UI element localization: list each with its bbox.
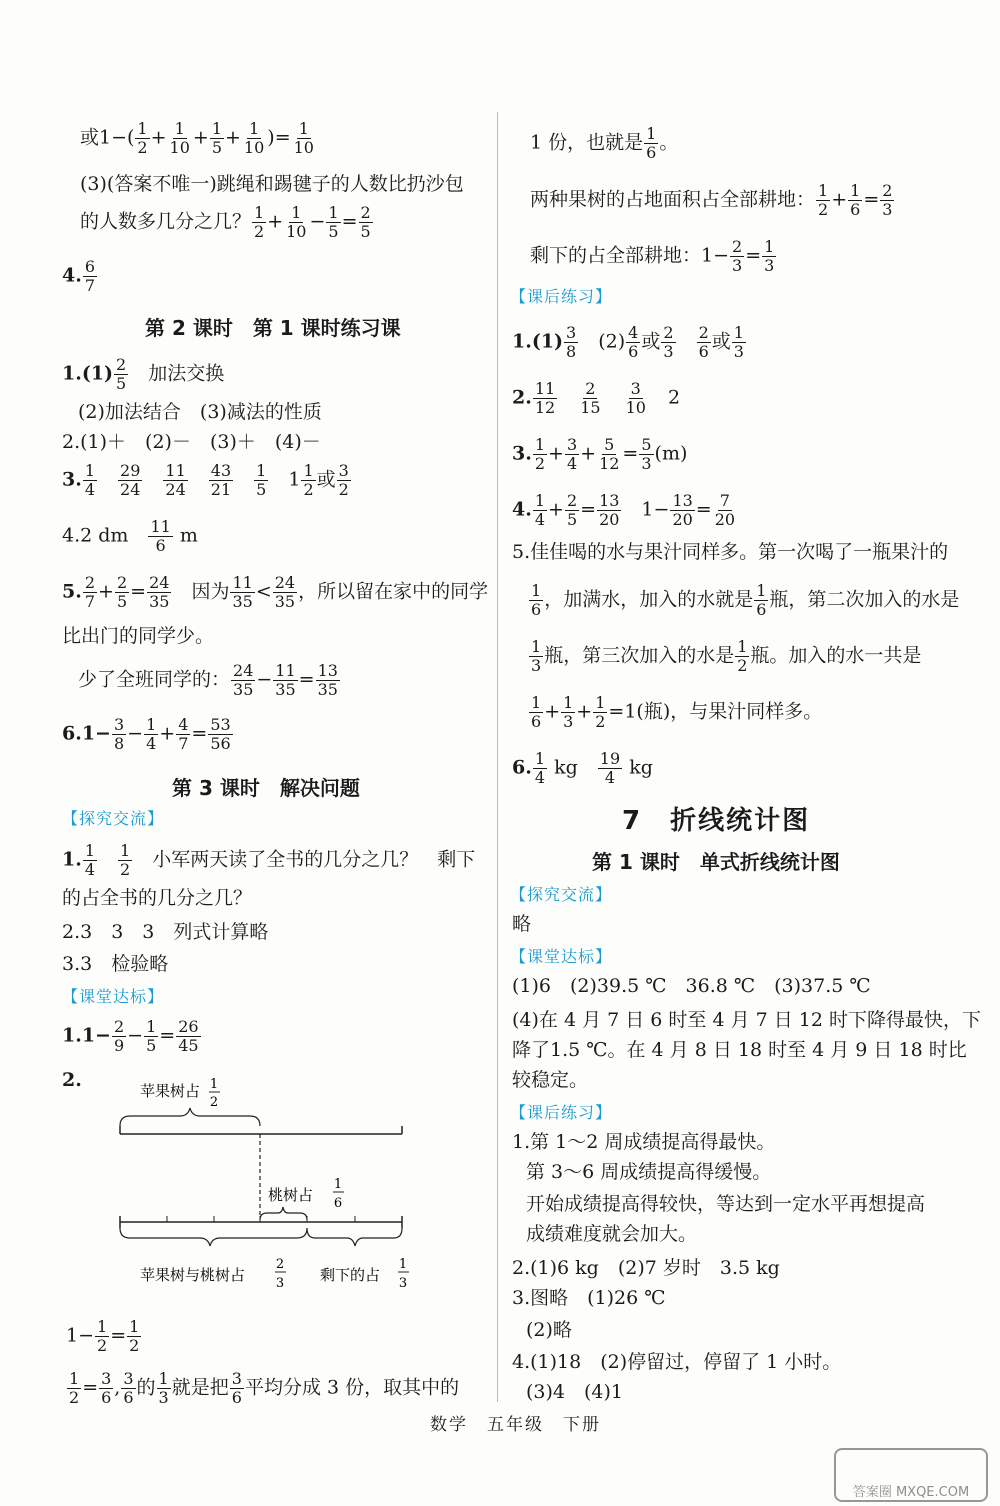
watermark-logo: 答案圈 MXQE.COM: [834, 1448, 988, 1502]
p9: (3)4 (4)1: [526, 1381, 624, 1403]
line-2: (3)(答案不唯一)跳绳和踢毽子的人数比扔沙包: [80, 173, 464, 195]
page-footer: 数学 五年级 下册: [430, 1415, 601, 1435]
peach-label: 桃树占: [268, 1186, 314, 1204]
tag-class: 【课堂达标】: [62, 987, 165, 1006]
p3: 开始成绩提高得较快，等达到一定水平再想提高: [526, 1193, 926, 1215]
p8: 4.(1)18 (2)停留过，停留了 1 小时。: [512, 1351, 842, 1373]
apple-frac-d: 2: [209, 1095, 219, 1110]
svg-text:2: 2: [275, 1257, 285, 1272]
q5-line3: 少了全班同学的： $\frac{24}{35}$ − $\frac{11}{35}$ = $\frac{13}{35}$: [78, 661, 338, 699]
a2: 2. $\frac{11}{12}$ $\frac{2}{15}$ $\frac{3}{10}$ 2: [512, 379, 681, 417]
p1: 1.第 1～2 周成绩提高得最快。: [512, 1131, 776, 1153]
chapter-title: 7 折线统计图: [622, 806, 811, 836]
last-line-2: $\frac{1}{2}$ = $\frac{3}{6}$ , $\frac{3}{6}$ 的 $\frac{1}{3}$ 就是把 $\frac{3}{6}$ 平均分成 3 份，取其中的: [69, 1369, 460, 1407]
line-3: 的人数多几分之几？ $\frac{1}{2}$ + $\frac{1}{10}$ − $\frac{1}{5}$ = $\frac{2}{5}$: [80, 203, 371, 241]
tag-class-r: 【课堂达标】: [510, 947, 613, 966]
omit-1: 略: [512, 913, 532, 935]
apple-label: 苹果树占: [140, 1082, 201, 1100]
c2: 2.: [62, 1069, 82, 1091]
apple-brace: [120, 1108, 260, 1126]
a5-line3: $\frac{1}{3}$ 瓶，第三次加入的水是 $\frac{1}{2}$ 瓶。加入的水一共是: [531, 637, 922, 675]
a3: 3. $\frac{1}{2}$ + $\frac{3}{4}$ + $\frac{5}{12}$ = $\frac{5}{3}$ (m): [512, 435, 688, 473]
q5: 5. $\frac{2}{7}$ + $\frac{2}{5}$ = $\frac{24}{35}$ 因为 $\frac{11}{35}$ < $\frac{24}{35}$ ，所以留在家中的同学: [62, 573, 489, 611]
e2: 2.3 3 3 列式计算略: [62, 921, 269, 943]
apple-frac-n: 1: [209, 1077, 219, 1092]
b4: 较稳定。: [512, 1069, 589, 1091]
svg-text:3: 3: [275, 1276, 285, 1291]
column-divider: [497, 112, 498, 1402]
r-line-2: 两种果树的占地面积占全部耕地： $\frac{1}{2}$ + $\frac{1}{6}$ = $\frac{2}{3}$: [530, 181, 893, 219]
q6: 6.1− $\frac{3}{8}$ − $\frac{1}{4}$ + $\frac{4}{7}$ = $\frac{53}{56}$: [62, 715, 231, 753]
c1: 1.1− $\frac{2}{9}$ − $\frac{1}{5}$ = $\frac{26}{45}$: [62, 1017, 199, 1055]
r-line-1: 1 份，也就是 $\frac{1}{6}$ 。: [530, 124, 679, 162]
b1: (1)6 (2)39.5 ℃ 36.8 ℃ (3)37.5 ℃: [512, 975, 871, 997]
tag-explore: 【探究交流】: [62, 809, 165, 828]
q4: 4.2 dm $\frac{11}{6}$ m: [62, 517, 198, 555]
a4: 4. $\frac{1}{4}$ + $\frac{2}{5}$ = $\frac{13}{20}$ 1− $\frac{13}{20}$ = $\frac{7}{20}$: [512, 491, 736, 529]
segment-diagram: [110, 1070, 420, 1300]
p2: 第 3～6 周成绩提高得缓慢。: [526, 1161, 772, 1183]
b3: 降了1.5 ℃。在 4 月 8 日 18 时至 4 月 9 日 18 时比: [512, 1039, 967, 1061]
q5-line2: 比出门的同学少。: [62, 625, 215, 647]
a1: 1.(1) $\frac{3}{8}$ (2) $\frac{4}{6}$ 或 $\frac{2}{3}$ $\frac{2}{6}$ 或 $\frac{1}{3}$: [512, 323, 744, 361]
a6: 6. $\frac{1}{4}$ kg $\frac{19}{4}$ kg: [512, 749, 653, 787]
a5-line4: $\frac{1}{6}$ + $\frac{1}{3}$ + $\frac{1}{2}$ =1(瓶)，与果汁同样多。: [531, 693, 823, 731]
svg-text:1: 1: [398, 1257, 408, 1272]
b2: (4)在 4 月 7 日 6 时至 4 月 7 日 12 时下降得最快，下: [512, 1009, 982, 1031]
tag-after-2: 【课后练习】: [510, 1103, 613, 1122]
p6: 3.图略 (1)26 ℃: [512, 1287, 666, 1309]
svg-text:1: 1: [333, 1177, 343, 1192]
both-label: 苹果树与桃树占: [140, 1266, 246, 1284]
svg-text:3: 3: [398, 1276, 408, 1291]
tag-explore-r: 【探究交流】: [510, 885, 613, 904]
a5-line2: $\frac{1}{6}$ ，加满水，加入的水就是 $\frac{1}{6}$ 瓶，第二次加入的水是: [531, 581, 960, 619]
rest-label: 剩下的占: [320, 1266, 381, 1284]
e3: 3.3 检验略: [62, 953, 169, 975]
peach-brace: [260, 1207, 307, 1220]
lesson-2-heading: 第 2 课时 第 1 课时练习课: [145, 316, 401, 340]
lesson-heading: 第 1 课时 单式折线统计图: [592, 850, 840, 874]
line-1: 或1−( $\frac{1}{2}$ + $\frac{1}{10}$ + $\frac{1}{5}$ + $\frac{1}{10}$ )= $\frac{1}{10}$: [80, 119, 314, 157]
svg-text:6: 6: [333, 1196, 343, 1211]
p5: 2.(1)6 kg (2)7 岁时 3.5 kg: [512, 1257, 780, 1279]
p4: 成绩难度就会加大。: [526, 1223, 698, 1245]
e1: 1. $\frac{1}{4}$ $\frac{1}{2}$ 小军两天读了全书的几分之几？ 剩下: [62, 841, 476, 879]
line-4: 4. $\frac{6}{7}$: [62, 257, 96, 295]
tag-after-1: 【课后练习】: [510, 287, 613, 306]
p7: (2)略: [526, 1319, 572, 1341]
e1-line2: 的占全书的几分之几？: [62, 887, 253, 909]
q2: 2.(1)＋ (2)－ (3)＋ (4)－: [62, 431, 321, 453]
r-line-3: 剩下的占全部耕地：1− $\frac{2}{3}$ = $\frac{1}{3}$: [530, 237, 775, 275]
last-line-1: 1− $\frac{1}{2}$ = $\frac{1}{2}$: [66, 1317, 140, 1355]
lesson-3-heading: 第 3 课时 解决问题: [172, 776, 360, 800]
q1a: 1.(1) $\frac{2}{5}$ 加法交换: [62, 355, 225, 393]
both-brace: [120, 1228, 307, 1246]
q3: 3. $\frac{1}{4}$ $\frac{29}{24}$ $\frac{11}{24}$ $\frac{43}{21}$ $\frac{1}{5}$ 1 $\frac{1}{2}$ 或 $\frac{3}{2}$: [62, 461, 349, 499]
q1b: (2)加法结合 (3)减法的性质: [78, 401, 322, 423]
rest-brace: [307, 1228, 402, 1246]
a5-line1: 5.佳佳喝的水与果汁同样多。第一次喝了一瓶果汁的: [512, 541, 949, 563]
